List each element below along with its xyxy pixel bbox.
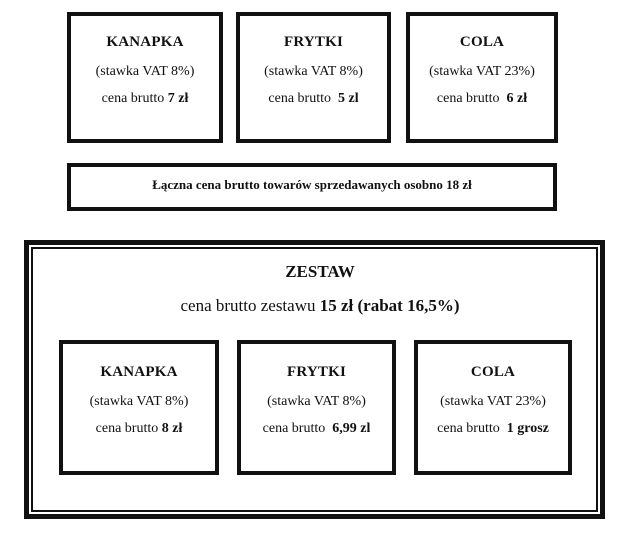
set-item-box-frytki: [237, 340, 396, 475]
item-price: [63, 421, 215, 437]
item-price-label: cena brutto: [436, 91, 500, 106]
item-price-value: 5 zl: [337, 91, 359, 106]
item-box-frytki: [236, 12, 391, 143]
item-price-value: 1 grosz: [506, 421, 549, 436]
item-price: [410, 91, 554, 107]
set-price: [0, 296, 640, 316]
item-price: [71, 91, 219, 107]
total-price-box: [67, 163, 557, 211]
item-price-value: 7 zł: [167, 91, 189, 106]
item-price-label: cena brutto: [268, 91, 331, 106]
item-vat-rate: (stawka VAT 8%): [264, 64, 363, 79]
item-price-value: 6 zł: [506, 91, 528, 106]
set-price-label: cena brutto zestawu: [180, 296, 316, 315]
item-price: [418, 421, 568, 437]
item-name: COLA: [470, 364, 516, 380]
item-name: FRYTKI: [283, 34, 343, 50]
item-price-label: cena brutto: [101, 91, 165, 106]
item-vat-rate: (stawka VAT 8%): [267, 394, 366, 409]
item-name: FRYTKI: [286, 364, 346, 380]
item-price-value: 8 zł: [161, 421, 183, 436]
item-price-label: cena brutto: [262, 421, 326, 436]
item-vat-rate: (stawka VAT 23%): [429, 64, 535, 79]
item-price-label: cena brutto: [95, 421, 159, 436]
item-price-label: cena brutto: [437, 421, 500, 436]
item-name: KANAPKA: [106, 34, 184, 50]
item-name: COLA: [459, 34, 505, 50]
item-box-cola: [406, 12, 558, 143]
item-vat-rate: (stawka VAT 23%): [440, 394, 546, 409]
item-vat-rate: (stawka VAT 8%): [95, 64, 195, 79]
item-box-kanapka: [67, 12, 223, 143]
set-price-value: 15 zł (rabat 16,5%): [319, 296, 460, 315]
item-name: KANAPKA: [100, 364, 178, 380]
set-item-box-kanapka: [59, 340, 219, 475]
item-vat-rate: (stawka VAT 8%): [89, 394, 189, 409]
item-price: [240, 91, 387, 107]
item-price-value: 6,99 zl: [332, 421, 371, 436]
total-price-text: Łączna cena brutto towarów sprzedawanych osobno 18 zł: [152, 177, 472, 192]
set-item-box-cola: [414, 340, 572, 475]
set-title: ZESTAW: [285, 262, 355, 281]
item-price: [241, 421, 392, 437]
